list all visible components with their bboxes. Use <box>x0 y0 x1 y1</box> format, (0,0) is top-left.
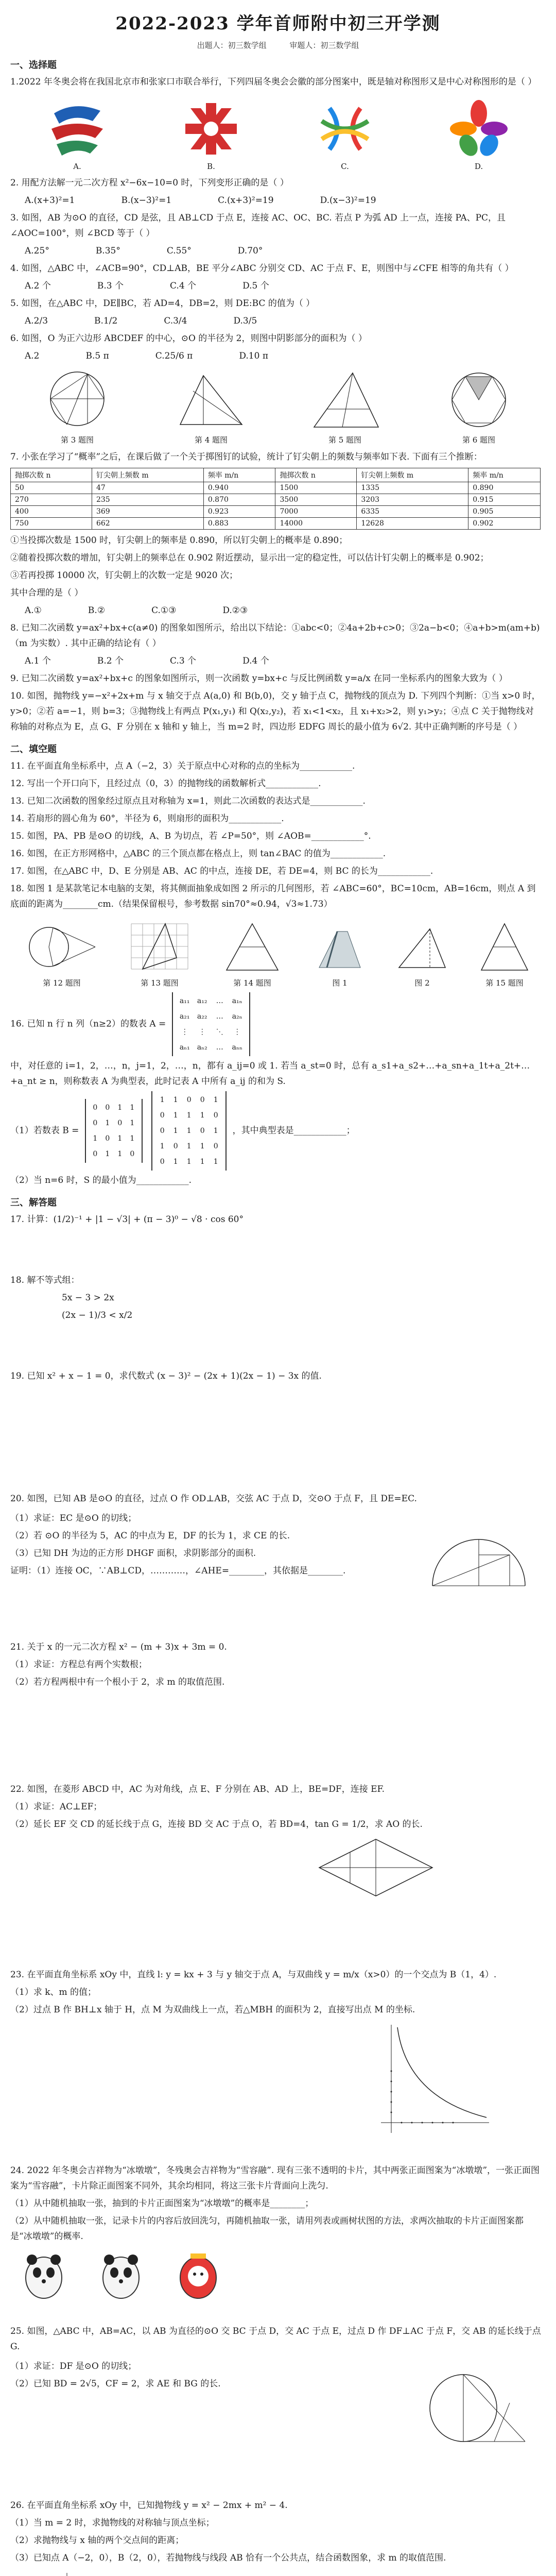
q26-part-2: （2）求抛物线与 x 轴的两个交点间的距离； <box>10 2535 184 2546</box>
parallel-triangle-diagram <box>306 368 384 432</box>
answer-space <box>0 2140 556 2161</box>
isosceles-circle-diagram <box>422 2357 541 2465</box>
table-header: 频率 m/n <box>468 468 541 482</box>
table-row <box>11 482 541 494</box>
lantern-mascot-icon <box>175 2249 221 2301</box>
tangent-circle-diagram <box>23 919 100 975</box>
answer-space <box>0 1692 556 1780</box>
figure-q15 <box>476 919 533 988</box>
caption-fig12: 第 12 题图 <box>43 978 81 988</box>
q26-figure <box>21 2568 556 2576</box>
parabola-axes-diagram <box>21 2568 113 2576</box>
q26-part-3: （3）已知点 A（−2，0），B（2，0），若抛物线与线段 AB 恰有一个公共点，结合函数图象，求 m 的取值范围. <box>10 2553 446 2563</box>
question-24-mascot: 24. 2022 年冬奥会吉祥物为“冰墩墩”，冬残奥会吉祥物为“雪容融”. 现有三张不透明的卡片，其中两张正面图案为“冰墩墩”，一张正面图案为“雪容融”，卡片除正面图案不同外，其余均相同，将这三张卡片背面向上洗匀. <box>10 2165 540 2191</box>
table-cell: 0.923 <box>203 506 275 518</box>
question-3: 3. 如图，AB 为⊙O 的直径，CD 是弦，且 AB⊥CD 于点 E，连接 AC、OC、BC. 若点 P 为弧 AD 上一点，连接 PA、PC，且 ∠AOC=100°，则 ∠BCD 等于（ ） <box>10 213 506 239</box>
table-row <box>11 506 541 518</box>
table-cell: 750 <box>11 518 92 530</box>
q3-option-d: D.70° <box>237 246 263 256</box>
figure-q13 <box>126 919 193 988</box>
section-choice: 一、选择题 <box>10 60 57 71</box>
option-a-label: A. <box>73 162 81 171</box>
q20-part-3: （3）已知 DH 为边的正方形 DHGF 面积，求阴影部分的面积. <box>10 1548 256 1558</box>
q3-option-a: A.25° <box>25 246 49 256</box>
logo-a <box>44 98 111 171</box>
midline-triangle-diagram <box>476 919 533 975</box>
figure-q4 <box>172 368 250 445</box>
logo-b <box>178 98 245 171</box>
q2-option-a: A.(x+3)²=1 <box>25 195 75 206</box>
q6-option-b: B.5 π <box>85 351 109 361</box>
table-cell: 400 <box>11 506 92 518</box>
caption-fig3: 第 3 题图 <box>60 435 94 445</box>
question-9: 9. 已知二次函数 y=ax²+bx+c 的图象如图所示，则一次函数 y=bx+c 与反比例函数 y=a/x 在同一坐标系内的图象大致为（ ） <box>10 673 508 684</box>
question-12: 12. 写出一个开口向下，且经过点（0，3）的抛物线的函数解析式____________. <box>10 778 321 789</box>
q20-note: 证明：（1）连接 OC，∵AB⊥CD，…………，∠AHE=________，其依据是________. <box>10 1566 346 1576</box>
olympic-logo-c-icon <box>311 98 378 160</box>
question-19-algebra: 19. 已知 x² + x − 1 = 0，求代数式 (x − 3)² − (2x + 1)(2x − 1) − 3x 的值. <box>10 1371 322 1381</box>
q6-option-a: A.2 <box>25 351 40 361</box>
circle-chord-diagram <box>39 368 116 432</box>
table-cell: 369 <box>92 506 203 518</box>
q25-part-1: （1）求证：DF 是⊙O 的切线； <box>10 2361 137 2371</box>
question-20-circle: 20. 如图，已知 AB 是⊙O 的直径，过点 O 作 OD⊥AB，交弦 AC 于点 D，交⊙O 于点 F，且 DE=EC. <box>10 1494 417 1504</box>
question-4: 4. 如图，△ABC 中，∠ACB=90°，CD⊥AB，BE 平分∠ABC 分别交 CD、AC 于点 F、E，则图中与∠CFE 相等的角共有（ ） <box>10 263 514 274</box>
q24-part-1: （1）从中随机抽取一张，抽到的卡片正面图案为“冰墩墩”的概率是________； <box>10 2198 314 2209</box>
figure-q3 <box>39 368 116 445</box>
table-header: 钉尖朝上频数 m <box>92 468 203 482</box>
figures-row-a <box>10 368 546 445</box>
question-7: 7. 小张在学习了“概率”之后，在课后做了一个关于掷图钉的试验，统计了钉尖朝上的频数与频率如下表. 下面有三个推断： <box>10 452 482 462</box>
q20-part-1: （1）求证：EC 是⊙O 的切线； <box>10 1513 137 1523</box>
q21-part-2: （2）若方程两根中有一个根小于 2，求 m 的取值范围. <box>10 1677 225 1687</box>
question-8: 8. 已知二次函数 y=ax²+bx+c(a≠0) 的图象如图所示，给出以下结论：①abc<0；②4a+2b+c>0；③2a−b<0；④a+b>m(am+b)（m 为实数）. 其中正确的结论有（ ） <box>10 623 540 649</box>
inequality-line-1: 5x − 3 > 2x <box>62 1293 114 1303</box>
caption-fig15: 第 15 题图 <box>485 978 524 988</box>
question-typical-table <box>10 992 542 1056</box>
table-cell: 1500 <box>275 482 357 494</box>
table-cell: 3500 <box>275 494 357 506</box>
question-16: 16. 如图，在正方形网格中，△ABC 的三个顶点都在格点上，则 tan∠BAC 的值为____________. <box>10 849 386 859</box>
q1-logos <box>10 94 546 171</box>
q7-option-a: A.① <box>25 605 42 616</box>
q22-part-2: （2）延长 EF 交 CD 的延长线于点 G，连接 BD 交 AC 于点 O，若 BD=4，tan G = 1/2，求 AO 的长. <box>10 1819 423 1829</box>
table-cell: 0.940 <box>203 482 275 494</box>
q5-option-d: D.3/5 <box>233 316 257 326</box>
caption-fig13: 第 13 题图 <box>141 978 179 988</box>
q20-part-2: （2）若 ⊙O 的半径为 5，AC 的中点为 E，DF 的长为 1，求 CE 的长. <box>10 1531 290 1541</box>
table-row <box>11 494 541 506</box>
part1-tail: ，其中典型表是____________； <box>232 1125 355 1136</box>
q4-option-a: A.2 个 <box>25 281 51 291</box>
question-25-tangent: 25. 如图，△ABC 中，AB=AC，以 AB 为直径的⊙O 交 BC 于点 D，交 AC 于点 E，过点 D 作 DF⊥AC 于点 F，交 AB 的延长线于点 G. <box>10 2326 541 2352</box>
question-1: 1.2022 年冬奥会将在我国北京市和张家口市联合举行，下列四届冬奥会会徽的部分图案中，既是轴对称图形又是中心对称图形的是（ ） <box>10 77 537 87</box>
table-cell: 0.902 <box>468 518 541 530</box>
q26-part-1: （1）当 m = 2 时，求抛物线的对称轴与顶点坐标； <box>10 2518 215 2528</box>
caption-fig1: 图 1 <box>332 978 348 988</box>
q8-options <box>25 653 542 669</box>
caption-fig5: 第 5 题图 <box>328 435 362 445</box>
answer-space <box>0 1606 556 1637</box>
frequency-table <box>10 468 541 530</box>
table-cell: 12628 <box>357 518 468 530</box>
q25-body <box>0 2357 556 2465</box>
question-2: 2. 用配方法解一元二次方程 x²−6x−10=0 时，下列变形正确的是（ ） <box>10 178 289 188</box>
q8-option-a: A.1 个 <box>25 656 51 666</box>
answer-space <box>0 2301 556 2321</box>
matrix-c-grid: 1 1 0 0 1 0 1 1 1 0 0 1 1 0 1 1 0 1 1 0 0 1 1 1 1 <box>151 1091 227 1171</box>
option-c-label: C. <box>341 162 349 171</box>
q3-options <box>25 243 542 259</box>
option-b-label: B. <box>207 162 215 171</box>
question-13: 13. 已知二次函数的图象经过原点且对称轴为 x=1，则此二次函数的表达式是____________. <box>10 796 366 806</box>
hyperbola-graph <box>371 2020 556 2140</box>
answer-space <box>0 1229 556 1270</box>
table-cell: 6335 <box>357 506 468 518</box>
q5-option-b: B.1/2 <box>94 316 118 326</box>
part1-label: （1）若数表 B = <box>10 1125 79 1136</box>
mascot-cards <box>21 2249 556 2301</box>
table-cell: 50 <box>11 482 92 494</box>
table-row <box>11 518 541 530</box>
figures-row-b <box>10 916 546 988</box>
q2-options <box>25 193 542 208</box>
caption-fig6: 第 6 题图 <box>462 435 496 445</box>
q7-option-b: B.② <box>88 605 106 616</box>
question-26-parabola: 26. 在平面直角坐标系 xOy 中，已知抛物线 y = x² − 2mx + m² − 4. <box>10 2500 288 2511</box>
figure-q6 <box>440 368 517 445</box>
matrix-b-grid: 0 0 1 1 0 1 0 1 1 0 1 1 0 1 1 0 <box>85 1099 143 1163</box>
table-header: 钉尖朝上频数 m <box>357 468 468 482</box>
question-23-hyperbola: 23. 在平面直角坐标系 xOy 中，直线 l: y = kx + 3 与 y 轴交于点 A，与双曲线 y = m/x（x>0）的一个交点为 B（1，4）. <box>10 1970 497 1980</box>
table-cell: 0.915 <box>468 494 541 506</box>
section-solve: 三、解答题 <box>10 1197 57 1208</box>
q7-line-4: 其中合理的是（ ） <box>10 588 83 598</box>
question-11: 11. 在平面直角坐标系中，点 A（−2，3）关于原点中心对称的点的坐标为____________. <box>10 761 355 771</box>
question-17-calc: 17. 计算：(1/2)⁻¹ + |1 − √3| + (π − 3)⁰ − √8 · cos 60° <box>10 1214 244 1225</box>
q7-line-2: ②随着投掷次数的增加，钉尖朝上的频率总在 0.902 附近摆动，显示出一定的稳定性，可以估计钉尖朝上的概率是 0.902； <box>10 553 489 563</box>
rhombus-diagram <box>309 1834 443 1901</box>
question-14: 14. 若扇形的圆心角为 60°，半径为 6，则扇形的面积为____________. <box>10 814 284 824</box>
table-cell: 662 <box>92 518 203 530</box>
matrix-a-grid: a₁₁ a₁₂ … a₁ₙ a₂₁ a₂₂ … a₂ₙ ⋮ ⋮ ⋱ ⋮ aₙ₁ aₙ₂ … aₙₙ <box>172 992 250 1056</box>
q2-option-b: B.(x−3)²=1 <box>121 195 172 206</box>
setter: 出题人：初三数学组 <box>197 41 267 50</box>
table-cell: 0.883 <box>203 518 275 530</box>
table-cell: 270 <box>11 494 92 506</box>
olympic-logo-d-icon <box>445 98 512 160</box>
caption-fig14: 第 14 题图 <box>233 978 271 988</box>
q5-option-c: C.3/4 <box>164 316 187 326</box>
panda-mascot-icon <box>21 2249 67 2301</box>
question-6: 6. 如图，O 为正六边形 ABCDEF 的中心，⊙O 的半径为 2，则图中阴影部分的面积为（ ） <box>10 333 367 344</box>
coordinate-grid-diagram <box>371 2020 494 2138</box>
logo-d <box>445 98 512 171</box>
inequality-line-2: (2x − 1)/3 < x/2 <box>62 1310 133 1320</box>
hexagon-circle-diagram <box>440 368 517 432</box>
q23-part-2: （2）过点 B 作 BH⊥x 轴于 H，点 M 为双曲线上一点，若△MBH 的面积为 2，直接写出点 M 的坐标. <box>10 2005 415 2015</box>
question-18: 18. 如图 1 是某款笔记本电脑的支架，将其侧面抽象成如图 2 所示的几何图形，若 ∠ABC=60°，BC=10cm，AB=16cm，则点 A 到底面的距离为________cm.（结果保留根号，参考数据 sin70°≈0.94，√3≈1.73） <box>10 884 536 909</box>
question-15: 15. 如图，PA、PB 是⊙O 的切线，A、B 为切点，若 ∠P=50°，则 ∠AOB=____________°. <box>10 831 371 841</box>
table-header-row <box>11 468 541 482</box>
q2-option-c: C.(x+3)²=19 <box>218 195 274 206</box>
table-cell: 3203 <box>357 494 468 506</box>
q5-option-a: A.2/3 <box>25 316 48 326</box>
stand-geometry-diagram <box>394 919 450 975</box>
answer-space <box>0 1325 556 1366</box>
q6-option-c: C.25/6 π <box>155 351 193 361</box>
q8-option-d: D.4 个 <box>242 656 269 666</box>
grid-triangle-diagram <box>126 919 193 975</box>
answer-space <box>0 1386 556 1489</box>
typical-table-part1 <box>10 1091 542 1171</box>
question-18-inequality: 18. 解不等式组： <box>10 1275 80 1285</box>
question-22-rhombus: 22. 如图，在菱形 ABCD 中，AC 为对角线，点 E、F 分别在 AB、AD 上，BE=DF，连接 EF. <box>10 1784 385 1794</box>
q5-options <box>25 313 542 329</box>
table-cell: 0.905 <box>468 506 541 518</box>
q24-part-2: （2）从中随机抽取一张，记录卡片的内容后放回洗匀，再随机抽取一张，请用列表或画树状图的方法，求两次抽取的卡片正面图案都是“冰墩墩”的概率. <box>10 2216 524 2242</box>
logo-c <box>311 98 378 171</box>
triangle-bisector-diagram <box>172 368 250 432</box>
table-header: 抛掷次数 n <box>275 468 357 482</box>
table-cell: 47 <box>92 482 203 494</box>
question-17: 17. 如图，在△ABC 中，D、E 分别是 AB、AC 的中点，连接 DE，若 DE=4，则 BC 的长为____________. <box>10 866 433 876</box>
q22-part-1: （1）求证：AC⊥EF； <box>10 1802 102 1812</box>
q3-option-b: B.35° <box>95 246 120 256</box>
q4-options <box>25 278 542 294</box>
caption-fig4: 第 4 题图 <box>194 435 228 445</box>
option-d-label: D. <box>474 162 483 171</box>
q7-options <box>25 603 542 618</box>
q2-option-d: D.(x−3)²=19 <box>320 195 376 206</box>
olympic-logo-b-icon <box>178 98 245 160</box>
q6-option-d: D.10 π <box>239 351 268 361</box>
q7-line-3: ③若再投掷 10000 次，钉尖朝上的次数一定是 9020 次； <box>10 570 238 581</box>
typical-table-definition: 中，对任意的 i=1，2，…，n，j=1，2，…，n，都有 a_ij=0 或 1. 若当 a_st=0 时，总有 a_s1+a_s2+…+a_sn+a_1t+a_2t+…+a_nt ≥ n，则称数表 A 为典型表，此时记表 A 中所有 a_ij 的和为 S. <box>10 1061 530 1087</box>
q8-option-b: B.2 个 <box>97 656 124 666</box>
table-header: 抛掷次数 n <box>11 468 92 482</box>
figure-laptop-stand-1 <box>311 919 368 988</box>
page-title: 2022-2023 学年首师附中初三开学测 <box>115 13 441 34</box>
panda-mascot-icon <box>98 2249 144 2301</box>
reviewer: 审题人：初三数学组 <box>289 41 359 50</box>
q4-option-c: C.4 个 <box>170 281 197 291</box>
q7-line-1: ①当投掷次数是 1500 时，钉尖朝上的频率是 0.890，所以钉尖朝上的概率是 0.890； <box>10 535 348 546</box>
table-cell: 0.890 <box>468 482 541 494</box>
q25-text-block <box>0 2357 422 2465</box>
q7-option-c: C.①③ <box>151 605 177 616</box>
answer-space <box>0 1903 556 1965</box>
table-cell: 14000 <box>275 518 357 530</box>
q3-option-c: C.55° <box>166 246 192 256</box>
q7-option-d: D.②③ <box>222 605 248 616</box>
q25-part-2: （2）已知 BD = 2√5，CF = 2，求 AE 和 BG 的长. <box>10 2379 221 2389</box>
question-21-quadratic: 21. 关于 x 的一元二次方程 x² − (m + 3)x + 3m = 0. <box>10 1642 227 1652</box>
figure-q14 <box>219 919 286 988</box>
typical-table-part2: （2）当 n=6 时，S 的最小值为____________. <box>10 1175 192 1185</box>
q8-option-c: C.3 个 <box>170 656 197 666</box>
semicircle-square-diagram <box>422 1509 541 1606</box>
question-5: 5. 如图，在△ABC 中，DE∥BC，若 AD=4，DB=2，则 DE:BC 的值为（ ） <box>10 298 315 309</box>
table-header: 频率 m/n <box>203 468 275 482</box>
q23-part-1: （1）求 k、m 的值； <box>10 1987 97 1997</box>
answer-space <box>0 2465 556 2496</box>
q6-options <box>25 348 542 364</box>
fold-triangle-diagram <box>219 919 286 975</box>
q4-option-d: D.5 个 <box>242 281 269 291</box>
laptop-stand-icon <box>311 919 368 975</box>
typical-table-intro: 16. 已知 n 行 n 列（n≥2）的数表 A = <box>10 1019 166 1029</box>
matrix-a <box>172 992 250 1056</box>
question-10: 10. 如图，抛物线 y=−x²+2x+m 与 x 轴交于点 A(a,0) 和 B(b,0)，交 y 轴于点 C，抛物线的顶点为 D. 下列四个判断：①当 x>0 时，y>0；②若 a=−1，则 b=3；③抛物线上有两点 P(x₁,y₁) 和 Q(x₂,y₂)，若 x₁<1<x₂，且 x₁+x₂>2，则 y₁>y₂；④点 C 关于抛物线对称轴的对称点为 E，点 G、F 分别在 x 轴和 y 轴上，当 m=2 时，四边形 EDFG 周长的最小值为 6√2. 其中正确判断的序号是（ ） <box>10 691 541 732</box>
q4-option-b: B.3 个 <box>97 281 124 291</box>
matrix-c <box>151 1091 227 1171</box>
q21-part-1: （1）求证：方程总有两个实数根； <box>10 1659 147 1670</box>
table-cell: 0.870 <box>203 494 275 506</box>
q20-text-block <box>0 1509 422 1606</box>
figure-q12 <box>23 919 100 988</box>
caption-fig2: 图 2 <box>414 978 430 988</box>
table-cell: 7000 <box>275 506 357 518</box>
section-fill: 二、填空题 <box>10 744 57 755</box>
figure-q5 <box>306 368 384 445</box>
table-cell: 1335 <box>357 482 468 494</box>
exam-meta <box>0 40 556 50</box>
q22-figure <box>309 1834 556 1903</box>
matrix-b <box>85 1099 143 1163</box>
olympic-logo-a-icon <box>44 98 111 160</box>
q20-body <box>0 1509 556 1606</box>
table-cell: 235 <box>92 494 203 506</box>
figure-laptop-stand-2 <box>394 919 450 988</box>
